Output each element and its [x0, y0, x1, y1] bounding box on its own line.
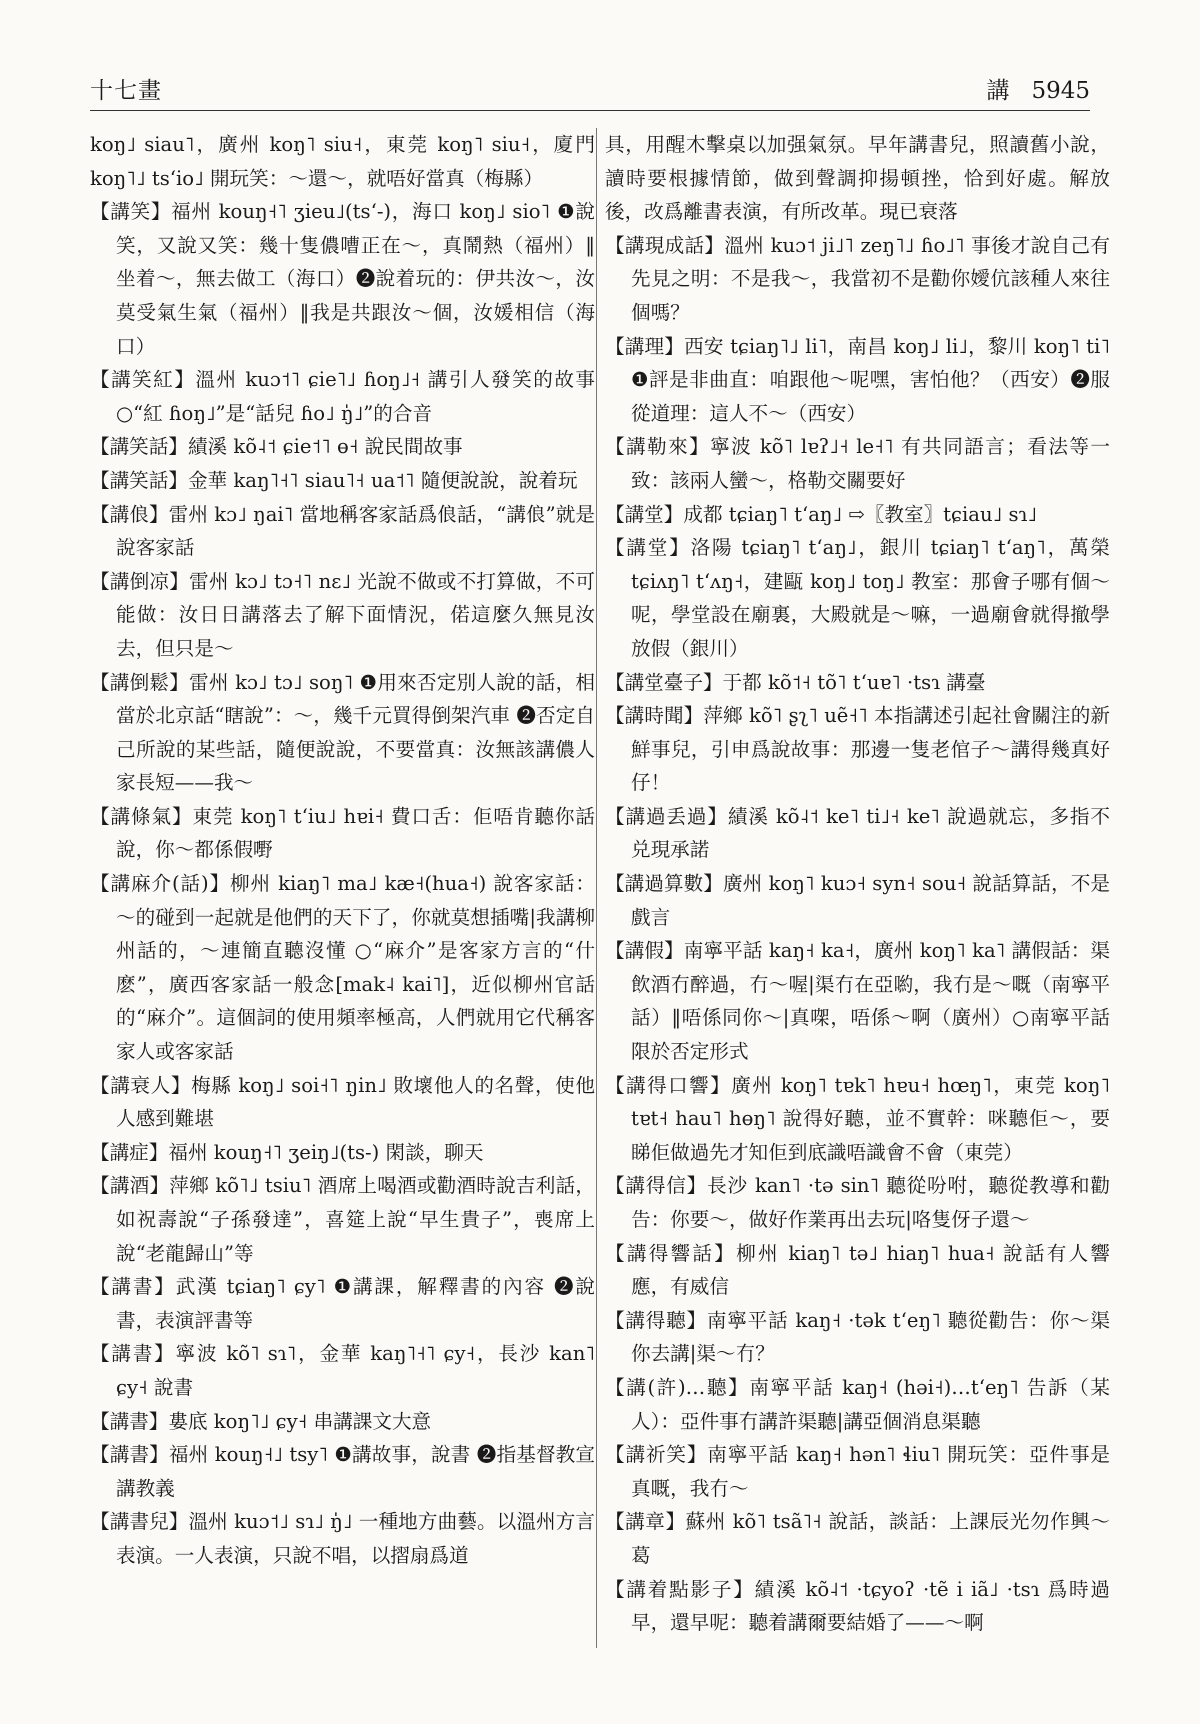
- dictionary-entry: 【講得聽】南寧平話 kaŋ˧ ·tək tʻeŋ˥ 聽從勸告：你～渠你去講|渠～冇？: [605, 1308, 1110, 1366]
- dictionary-entry: 【講章】蘇州 kõ˥ tsã˥˧ 說話，談話：上課辰光勿作興～葛: [605, 1510, 1110, 1567]
- dictionary-entry: 【講堂】成都 tɕiaŋ˥ tʻaŋ˩ ⇨〖教室〗tɕiau˩ sɿ˩: [605, 502, 1038, 526]
- dictionary-entry: 【講得響話】柳州 kiaŋ˥ tə˩ hiaŋ˥ hua˧ 說話有人響應，有威信: [605, 1241, 1110, 1299]
- dictionary-entry: 【講堂臺子】于都 kõ˦˧ tõ˥ tʻuɐ˥ ·tsɿ 講臺: [605, 670, 986, 694]
- dictionary-entry: 【講症】福州 kouŋ˧˥ ʒeiŋ˩(ts-) 閑談，聊天: [90, 1140, 484, 1164]
- dictionary-entry: 【講笑話】績溪 kõ˨˦ ɕie˦˥ ɵ˧ 說民間故事: [90, 435, 463, 459]
- dictionary-entry: 【講笑紅】溫州 kuɔ˦˥ ɕie˥˩ ɦoŋ˩˧ 講引人發笑的故事 ○“紅 ɦoŋ˩”是“話兒 ɦo˩ ŋ̍˩”的合音: [90, 368, 595, 425]
- dictionary-entry: 【講(許)…聽】南寧平話 kaŋ˧ (həi˧)…tʻeŋ˥ 告訴（某人）：亞件事冇講許渠聽|講亞個消息渠聽: [605, 1375, 1110, 1433]
- dictionary-entry: 【講勒來】寧波 kõ˥ lɐʔ˩˧ le˧˥ 有共同語言；看法等一致：該兩人蠻～，格勒交關要好: [605, 435, 1110, 492]
- dictionary-entry: 【講得口響】廣州 koŋ˥ tɐk˥ hɐu˧ hœŋ˥，東莞 koŋ˥ tɐt˧ hau˥ hɵŋ˥ 說得好聽，並不實幹：咪聽佢～，要睇佢做過先才知佢到底識唔識會不會（東莞）: [605, 1073, 1110, 1164]
- running-head-right: [986, 72, 1090, 105]
- header-rule: [90, 110, 1090, 111]
- dictionary-entry: 【講笑】福州 kouŋ˧˥ ʒieu˩(tsʻ-)，海口 koŋ˩ sio˥ ❶說笑，又說又笑：幾十隻儂嘈正在～，真鬧熱（福州）‖坐着～，無去做工（海口）❷說着玩的：伊共汝～，汝莫受氣生氣（福州）‖我是共跟汝～個，汝媛相信（海口）: [90, 200, 595, 358]
- dictionary-entry: 【講書】寧波 kõ˥ sɿ˥，金華 kaŋ˥˧˥ ɕy˧，長沙 kan˥ ɕy˧ 說書: [90, 1342, 595, 1399]
- dictionary-entry: 【講理】西安 tɕiaŋ˥˩ li˥，南昌 koŋ˩ li˩，黎川 koŋ˥ ti˥ ❶評是非曲直：咱跟他～呢嘿，害怕他？（西安）❷服從道理：這人不～（西安）: [605, 334, 1110, 425]
- dictionary-entry: 【講祈笑】南寧平話 kaŋ˧ hən˥ ɬiu˥ 開玩笑：亞件事是真嘅，我冇～: [605, 1443, 1110, 1500]
- dictionary-entry: 【講衰人】梅縣 koŋ˩ soi˧˥ ŋin˩ 敗壞他人的名聲，使他人感到難堪: [90, 1073, 595, 1131]
- running-head-strokes: 十七畫: [90, 78, 162, 104]
- dictionary-entry: 【講過算數】廣州 koŋ˥ kuɔ˧ syn˧ sou˧ 說話算話，不是戲言: [605, 872, 1110, 929]
- dictionary-entry: 【講麻介(話)】柳州 kiaŋ˥ ma˩ kæ˧(hua˧) 說客家話：～的碰到一起就是他們的天下了，你就莫想插嘴|我講柳州話的，～連簡直聽沒懂 ○“麻介”是客家方言的“什麽”，廣西客家話一般念[mak˨ kai˥]，近似柳州官話的“麻介”。這個詞的使用頻率極高，人們就用它代稱客家人或客家話: [90, 872, 595, 1064]
- page-header: [90, 72, 1090, 108]
- dictionary-entry: 【講得信】長沙 kan˥ ·tə sin˥ 聽從吩咐，聽從教導和勸告：你要～，做好作業再出去玩|咯隻伢子還～: [605, 1174, 1110, 1231]
- dictionary-entry: 具，用醒木擊桌以加强氣氛。早年講書兒，照讀舊小說，讀時要根據情節，做到聲調抑揚頓挫，恰到好處。解放後，改爲離書表演，有所改革。現已衰落: [605, 133, 1110, 224]
- dictionary-entry: 【講書】福州 kouŋ˧˩ tsy˥ ❶講故事，說書 ❷指基督教宣講教義: [90, 1443, 595, 1500]
- dictionary-entry: 【講條氣】東莞 koŋ˥ tʻiu˩ hɐi˧ 費口舌：佢唔肯聽你話說，你～都係假嘢: [90, 804, 595, 862]
- head-character: 講: [986, 78, 1010, 104]
- dictionary-entry: 【講現成話】溫州 kuɔ˦ ji˩˥ zeŋ˥˩ ɦo˩˥ 事後才說自己有先見之明：不是我～，我當初不是勸你嬡伉該種人來往個嗎？: [605, 233, 1110, 324]
- dictionary-entry: 【講假】南寧平話 kaŋ˧ ka˧，廣州 koŋ˥ ka˥ 講假話：渠飲酒冇醉過，冇～喔|渠冇在亞喲，我冇是～嘅（南寧平話）‖唔係同你～|真㗎，唔係～啊（廣州）○南寧平話限於否定形式: [605, 939, 1110, 1064]
- dictionary-entry: 【講着點影子】績溪 kõ˨˦ ·tɕyoʔ ·tẽ i iã˩ ·tsɿ 爲時過早，還早呢：聽着講爾要結婚了——～啊: [605, 1577, 1110, 1635]
- dictionary-entry: 【講笑話】金華 kaŋ˥˧˥ siau˥˧ ua˦˥ 隨便說說，說着玩: [90, 468, 578, 492]
- dictionary-entry: 【講酒】萍鄉 kõ˥˩ tsiu˥ 酒席上喝酒或勸酒時說吉利話，如祝壽說“子孫發達”，喜筵上說“早生貴子”，喪席上說“老龍歸山”等: [90, 1174, 595, 1265]
- dictionary-entry: koŋ˩ siau˥，廣州 koŋ˥ siu˧，東莞 koŋ˥ siu˧，廈門 koŋ˥˩ tsʻio˩ 開玩笑：～還～，就唔好當真（梅縣）: [90, 133, 595, 190]
- page-number: 5945: [1031, 78, 1090, 104]
- dictionary-entry: 【講書兒】溫州 kuɔ˦˩ sɿ˩ ŋ̍˩ 一種地方曲藝。以溫州方言表演。一人表演，只說不唱，以摺扇爲道: [90, 1510, 595, 1567]
- dictionary-entry: 【講書】婁底 koŋ˥˩ ɕy˧ 串講課文大意: [90, 1409, 432, 1433]
- dictionary-entry: 【講堂】洛陽 tɕiaŋ˥ tʻaŋ˩，銀川 tɕiaŋ˥ tʻaŋ˥，萬榮 tɕiʌŋ˥ tʻʌŋ˧，建甌 koŋ˩ toŋ˩ 教室：那會子哪有個～呢，學堂設在廟裏，大殿就是～嘛，一過廟會就得撤學放假（銀川）: [605, 536, 1110, 660]
- dictionary-entry: 【講俍】雷州 kɔ˩ ŋai˥ 當地稱客家話爲俍話，“講俍”就是說客家話: [90, 502, 595, 560]
- dictionary-entry: 【講倒凉】雷州 kɔ˩ tɔ˧˥ nɛ˩ 光說不做或不打算做，不可能做：汝日日講落去了解下面情況，偌這麼久無見汝去，但只是～: [90, 569, 595, 660]
- right-column: [605, 128, 1110, 1640]
- dictionary-entry: 【講倒鬆】雷州 kɔ˩ tɔ˩ soŋ˥ ❶用來否定別人說的話，相當於北京話“瞎說”：～，幾千元買得倒架汽車 ❷否定自己所說的某些話，隨便說說，不要當真：汝無該講儂人家長短——我～: [90, 670, 595, 795]
- dictionary-entry: 【講時聞】萍鄉 kõ˥ ʂʅ˥ uẽ˧˥ 本指講述引起社會關注的新鮮事兒，引申爲說故事：那邊一隻老倌子～講得幾真好仔！: [605, 704, 1110, 795]
- dictionary-entry: 【講過丢過】績溪 kõ˨˦ ke˥ ti˩˧ ke˥ 說過就忘，多指不兑現承諾: [605, 804, 1110, 862]
- column-divider: [596, 128, 597, 1648]
- left-column: [90, 128, 595, 1573]
- dictionary-entry: 【講書】武漢 tɕiaŋ˥ ɕy˥ ❶講課，解釋書的內容 ❷說書，表演評書等: [90, 1275, 595, 1332]
